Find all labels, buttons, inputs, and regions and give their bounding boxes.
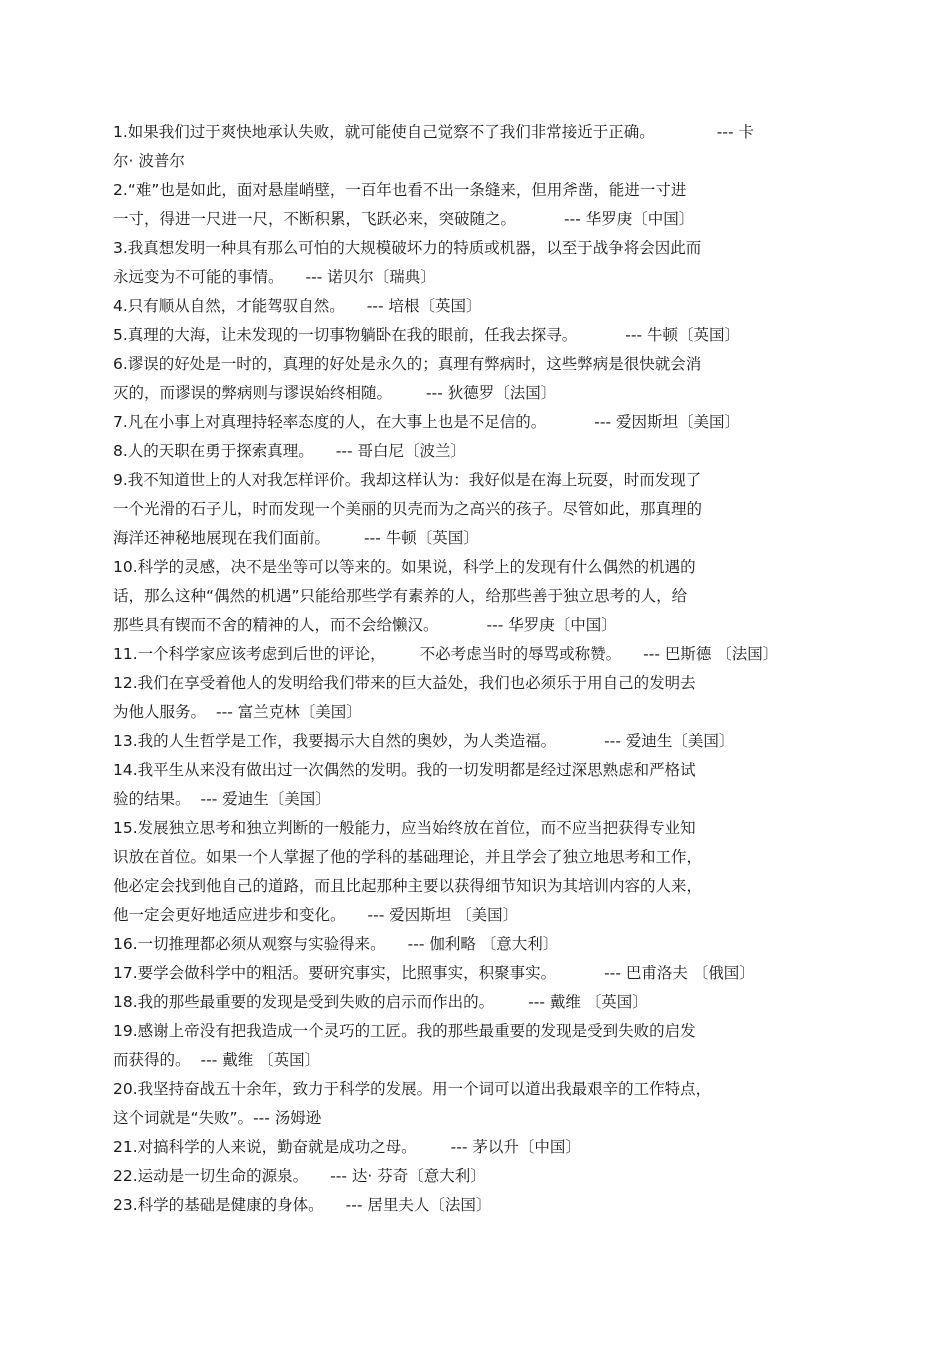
quote-text: 海洋还神秘地展现在我们面前。 (113, 529, 331, 547)
quote-text: 验的结果。 (113, 790, 191, 808)
quote-attribution: --- 戴维 〔英国〕 (200, 1051, 321, 1069)
quote-item (113, 350, 838, 408)
quote-line (113, 553, 838, 582)
quote-text: 9.我不知道世上的人对我怎样评价。我却这样认为：我好似是在海上玩耍，时而发现了 (113, 471, 702, 489)
quote-attribution: --- 伽利略 〔意大利〕 (407, 935, 559, 953)
quote-line (113, 524, 838, 553)
quote-line (113, 495, 838, 524)
quote-line (113, 1162, 838, 1191)
quote-attribution: --- 爱迪生〔美国〕 (604, 732, 735, 750)
quote-attribution: --- 华罗庚〔中国〕 (564, 210, 695, 228)
quote-item (113, 437, 838, 466)
quote-attribution: --- 茅以升〔中国〕 (450, 1138, 581, 1156)
quote-attribution: --- 哥白尼〔波兰〕 (335, 442, 467, 460)
quote-item (113, 959, 838, 988)
quote-item (113, 321, 838, 350)
quote-text: 不必考虑当时的辱骂或称赞。 (419, 645, 622, 663)
quote-item (113, 1133, 838, 1162)
quote-item (113, 292, 838, 321)
quote-line (113, 1046, 838, 1075)
quote-attribution: --- 爱迪生〔美国〕 (200, 790, 331, 808)
quote-text: 14.我平生从来没有做出过一次偶然的发明。我的一切发明都是经过深思熟虑和严格试 (113, 761, 696, 779)
quote-text: 21.对搞科学的人来说，勤奋就是成功之母。 (113, 1138, 417, 1156)
quote-text: 6.谬误的好处是一时的，真理的好处是永久的；真理有弊病时，这些弊病是很快就会消 (113, 355, 702, 373)
quote-text: 10.科学的灵感，决不是坐等可以等来的。如果说，科学上的发现有什么偶然的机遇的 (113, 558, 696, 576)
quote-attribution: --- 巴甫洛夫 〔俄国〕 (604, 964, 755, 982)
quote-line (113, 785, 838, 814)
quote-attribution: --- 培根〔英国〕 (366, 297, 482, 315)
quote-line (113, 901, 838, 930)
quote-line (113, 437, 838, 466)
quote-line (113, 176, 838, 205)
quote-line (113, 669, 838, 698)
quote-attribution: --- 华罗庚〔中国〕 (486, 616, 617, 634)
quote-item (113, 234, 838, 292)
quote-text: 他一定会更好地适应进步和变化。 (113, 906, 346, 924)
quote-line (113, 640, 838, 669)
quote-item (113, 756, 838, 814)
quote-text: 这个词就是“失败”。 (113, 1109, 254, 1127)
quote-line (113, 1104, 838, 1133)
quote-item (113, 176, 838, 234)
quote-item (113, 1191, 838, 1220)
quote-text: 7.凡在小事上对真理持轻率态度的人，在大事上也是不足信的。 (113, 413, 547, 431)
quote-line (113, 611, 838, 640)
quote-item (113, 669, 838, 727)
quote-line (113, 872, 838, 901)
quote-item (113, 988, 838, 1017)
quote-text: 18.我的那些最重要的发现是受到失败的启示而作出的。 (113, 993, 495, 1011)
quote-text: 13.我的人生哲学是工作，我要揭示大自然的奥妙，为人类造福。 (113, 732, 557, 750)
quote-text: 16.一切推理都必须从观察与实验得来。 (113, 935, 386, 953)
quote-attribution: --- 诺贝尔〔瑞典〕 (305, 268, 436, 286)
quote-text: 一寸，得进一尺进一尺，不断积累，飞跃必来，突破随之。 (113, 210, 517, 228)
quote-line (113, 292, 838, 321)
quote-text: 话，那么这种“偶然的机遇”只能给那些学有素养的人，给那些善于独立思考的人，给 (113, 587, 688, 605)
quote-line (113, 205, 838, 234)
quote-line (113, 234, 838, 263)
quote-text: 他必定会找到他自己的道路，而且比起那种主要以获得细节知识为其培训内容的人来， (113, 877, 703, 895)
quote-text: 5.真理的大海，让未发现的一切事物躺卧在我的眼前，任我去探寻。 (113, 326, 578, 344)
quote-text: 2.“难”也是如此，面对悬崖峭壁，一百年也看不出一条缝来，但用斧凿，能进一寸进 (113, 181, 687, 199)
quote-text: 识放在首位。如果一个人掌握了他的学科的基础理论，并且学会了独立地思考和工作， (113, 848, 703, 866)
quote-attribution: --- 牛顿〔英国〕 (625, 326, 741, 344)
quote-attribution: --- 卡 (716, 123, 755, 141)
quote-item (113, 727, 838, 756)
quote-item (113, 408, 838, 437)
quote-attribution: --- 富兰克林〔美国〕 (216, 703, 362, 721)
quote-attribution: --- 汤姆逊 (253, 1109, 322, 1127)
quote-item (113, 930, 838, 959)
quote-line (113, 698, 838, 727)
quote-line (113, 727, 838, 756)
quote-item (113, 1017, 838, 1075)
quote-line (113, 756, 838, 785)
quote-text: 3.我真想发明一种具有那么可怕的大规模破坏力的特质或机器，以至于战争将会因此而 (113, 239, 702, 257)
quote-attribution: --- 达· 芬奇〔意大利〕 (330, 1167, 486, 1185)
quote-text: 而获得的。 (113, 1051, 191, 1069)
quote-text: 1.如果我们过于爽快地承认失败，就可能使自己觉察不了我们非常接近于正确。 (113, 123, 655, 141)
quote-text: 8.人的天职在勇于探索真理。 (113, 442, 314, 460)
quote-text: 4.只有顺从自然，才能驾驭自然。 (113, 297, 345, 315)
quote-line (113, 1191, 838, 1220)
quote-text: 11.一个科学家应该考虑到后世的评论， (113, 645, 386, 663)
quote-item (113, 1075, 838, 1133)
quote-text: 尔· 波普尔 (113, 152, 185, 170)
quote-text: 12.我们在享受着他人的发明给我们带来的巨大益处，我们也必须乐于用自己的发明去 (113, 674, 696, 692)
quote-line (113, 321, 838, 350)
quote-item (113, 640, 838, 669)
quote-attribution: --- 巴斯德 〔法国〕 (643, 645, 779, 663)
quote-attribution: --- 爱因斯坦 〔美国〕 (367, 906, 519, 924)
quote-text: 灭的，而谬误的弊病则与谬误始终相随。 (113, 384, 393, 402)
quote-line (113, 1075, 838, 1104)
quote-line (113, 814, 838, 843)
quote-line (113, 843, 838, 872)
quote-line (113, 1133, 838, 1162)
quote-text: 20.我坚持奋战五十余年，致力于科学的发展。用一个词可以道出我最艰辛的工作特点， (113, 1080, 712, 1098)
quote-attribution: --- 狄德罗〔法国〕 (426, 384, 557, 402)
quote-list (113, 118, 838, 1220)
quote-attribution: --- 戴维 〔英国〕 (528, 993, 648, 1011)
quote-line (113, 408, 838, 437)
quote-line (113, 350, 838, 379)
quote-text: 23.科学的基础是健康的身体。 (113, 1196, 324, 1214)
quote-line (113, 988, 838, 1017)
quote-line (113, 582, 838, 611)
quote-attribution: --- 爱因斯坦〔美国〕 (594, 413, 741, 431)
quote-line (113, 1017, 838, 1046)
quote-attribution: --- 居里夫人〔法国〕 (345, 1196, 492, 1214)
quote-line (113, 379, 838, 408)
quote-line (113, 147, 838, 176)
quote-text: 为他人服务。 (113, 703, 207, 721)
quote-text: 22.运动是一切生命的源泉。 (113, 1167, 309, 1185)
quote-line (113, 930, 838, 959)
quote-item (113, 466, 838, 553)
quote-item (113, 1162, 838, 1191)
quote-text: 那些具有锲而不舍的精神的人，而不会给懒汉。 (113, 616, 439, 634)
quote-item (113, 553, 838, 640)
quote-text: 永远变为不可能的事情。 (113, 268, 284, 286)
quote-item (113, 814, 838, 930)
quote-item (113, 118, 838, 176)
quote-line (113, 466, 838, 495)
quote-line (113, 263, 838, 292)
quote-text: 一个光滑的石子儿，时而发现一个美丽的贝壳而为之高兴的孩子。尽管如此，那真理的 (113, 500, 703, 518)
quote-attribution: --- 牛顿〔英国〕 (364, 529, 479, 547)
quote-line (113, 959, 838, 988)
quote-text: 17.要学会做科学中的粗活。要研究事实，比照事实，积聚事实。 (113, 964, 557, 982)
quote-text: 19.感谢上帝没有把我造成一个灵巧的工匠。我的那些最重要的发现是受到失败的启发 (113, 1022, 696, 1040)
quote-line (113, 118, 838, 147)
quote-text: 15.发展独立思考和独立判断的一般能力，应当始终放在首位，而不应当把获得专业知 (113, 819, 696, 837)
